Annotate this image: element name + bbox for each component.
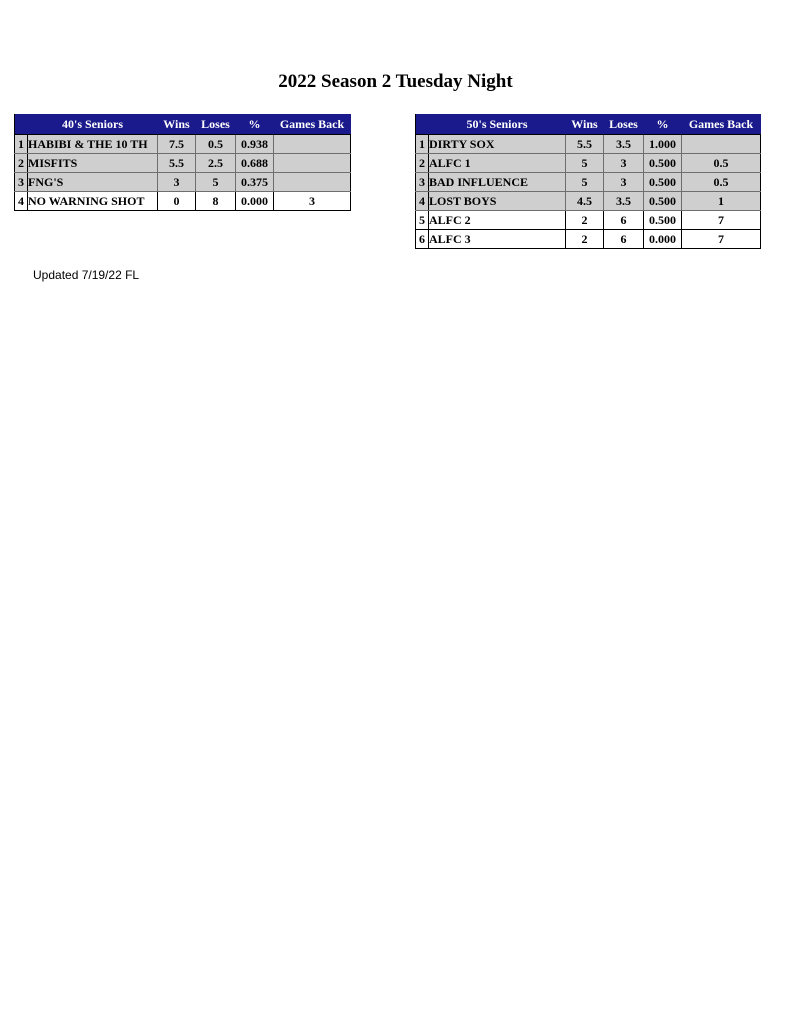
rank-cell: 4	[15, 192, 28, 211]
loses-cell: 0.5	[196, 135, 236, 154]
rank-cell: 5	[416, 211, 429, 230]
column-header: Games Back	[274, 114, 351, 135]
loses-cell: 5	[196, 173, 236, 192]
division-header: 50's Seniors	[429, 114, 566, 135]
percent-cell: 0.500	[644, 211, 682, 230]
games-back-cell: 0.5	[682, 173, 761, 192]
team-name-cell: BAD INFLUENCE	[429, 173, 566, 192]
games-back-cell: 7	[682, 211, 761, 230]
table-row	[15, 173, 351, 192]
percent-cell: 0.500	[644, 192, 682, 211]
rank-cell: 4	[416, 192, 429, 211]
loses-cell: 8	[196, 192, 236, 211]
header-rank-cell	[416, 114, 429, 135]
team-name-cell: DIRTY SOX	[429, 135, 566, 154]
team-name-cell: ALFC 1	[429, 154, 566, 173]
loses-cell: 3.5	[604, 135, 644, 154]
wins-cell: 2	[566, 230, 604, 249]
rank-cell: 3	[15, 173, 28, 192]
games-back-cell: 7	[682, 230, 761, 249]
standings-table-40s	[14, 114, 351, 211]
table-row	[15, 192, 351, 211]
wins-cell: 5.5	[566, 135, 604, 154]
table-row	[15, 154, 351, 173]
updated-note: Updated 7/19/22 FL	[33, 268, 140, 282]
table-row	[416, 135, 761, 154]
rank-cell: 2	[15, 154, 28, 173]
games-back-cell: 1	[682, 192, 761, 211]
loses-cell: 3	[604, 173, 644, 192]
team-name-cell: FNG'S	[28, 173, 158, 192]
loses-cell: 3.5	[604, 192, 644, 211]
percent-cell: 0.375	[236, 173, 274, 192]
table-row	[416, 230, 761, 249]
rank-cell: 6	[416, 230, 429, 249]
wins-cell: 5	[566, 173, 604, 192]
header-row	[416, 114, 761, 135]
games-back-cell	[682, 135, 761, 154]
rank-cell: 3	[416, 173, 429, 192]
rank-cell: 1	[15, 135, 28, 154]
wins-cell: 3	[158, 173, 196, 192]
percent-cell: 0.688	[236, 154, 274, 173]
percent-cell: 0.000	[644, 230, 682, 249]
column-header: %	[236, 114, 274, 135]
loses-cell: 2.5	[196, 154, 236, 173]
games-back-cell: 3	[274, 192, 351, 211]
table-row	[416, 192, 761, 211]
team-name-cell: HABIBI & THE 10 TH	[28, 135, 158, 154]
header-rank-cell	[15, 114, 28, 135]
column-header: Loses	[604, 114, 644, 135]
team-name-cell: LOST BOYS	[429, 192, 566, 211]
percent-cell: 0.500	[644, 173, 682, 192]
team-name-cell: MISFITS	[28, 154, 158, 173]
team-name-cell: NO WARNING SHOT	[28, 192, 158, 211]
team-name-cell: ALFC 2	[429, 211, 566, 230]
wins-cell: 4.5	[566, 192, 604, 211]
percent-cell: 1.000	[644, 135, 682, 154]
table-row	[416, 173, 761, 192]
wins-cell: 7.5	[158, 135, 196, 154]
table-row	[15, 135, 351, 154]
team-name-cell: ALFC 3	[429, 230, 566, 249]
percent-cell: 0.500	[644, 154, 682, 173]
loses-cell: 3	[604, 154, 644, 173]
games-back-cell: 0.5	[682, 154, 761, 173]
loses-cell: 6	[604, 230, 644, 249]
wins-cell: 0	[158, 192, 196, 211]
percent-cell: 0.000	[236, 192, 274, 211]
wins-cell: 2	[566, 211, 604, 230]
table-row	[416, 211, 761, 230]
percent-cell: 0.938	[236, 135, 274, 154]
games-back-cell	[274, 135, 351, 154]
wins-cell: 5.5	[158, 154, 196, 173]
division-header: 40's Seniors	[28, 114, 158, 135]
games-back-cell	[274, 154, 351, 173]
wins-cell: 5	[566, 154, 604, 173]
table-row	[416, 154, 761, 173]
column-header: Wins	[566, 114, 604, 135]
rank-cell: 2	[416, 154, 429, 173]
loses-cell: 6	[604, 211, 644, 230]
column-header: Loses	[196, 114, 236, 135]
column-header: %	[644, 114, 682, 135]
column-header: Wins	[158, 114, 196, 135]
column-header: Games Back	[682, 114, 761, 135]
page-title: 2022 Season 2 Tuesday Night	[278, 71, 513, 92]
rank-cell: 1	[416, 135, 429, 154]
games-back-cell	[274, 173, 351, 192]
standings-table-50s	[415, 114, 761, 249]
header-row	[15, 114, 351, 135]
